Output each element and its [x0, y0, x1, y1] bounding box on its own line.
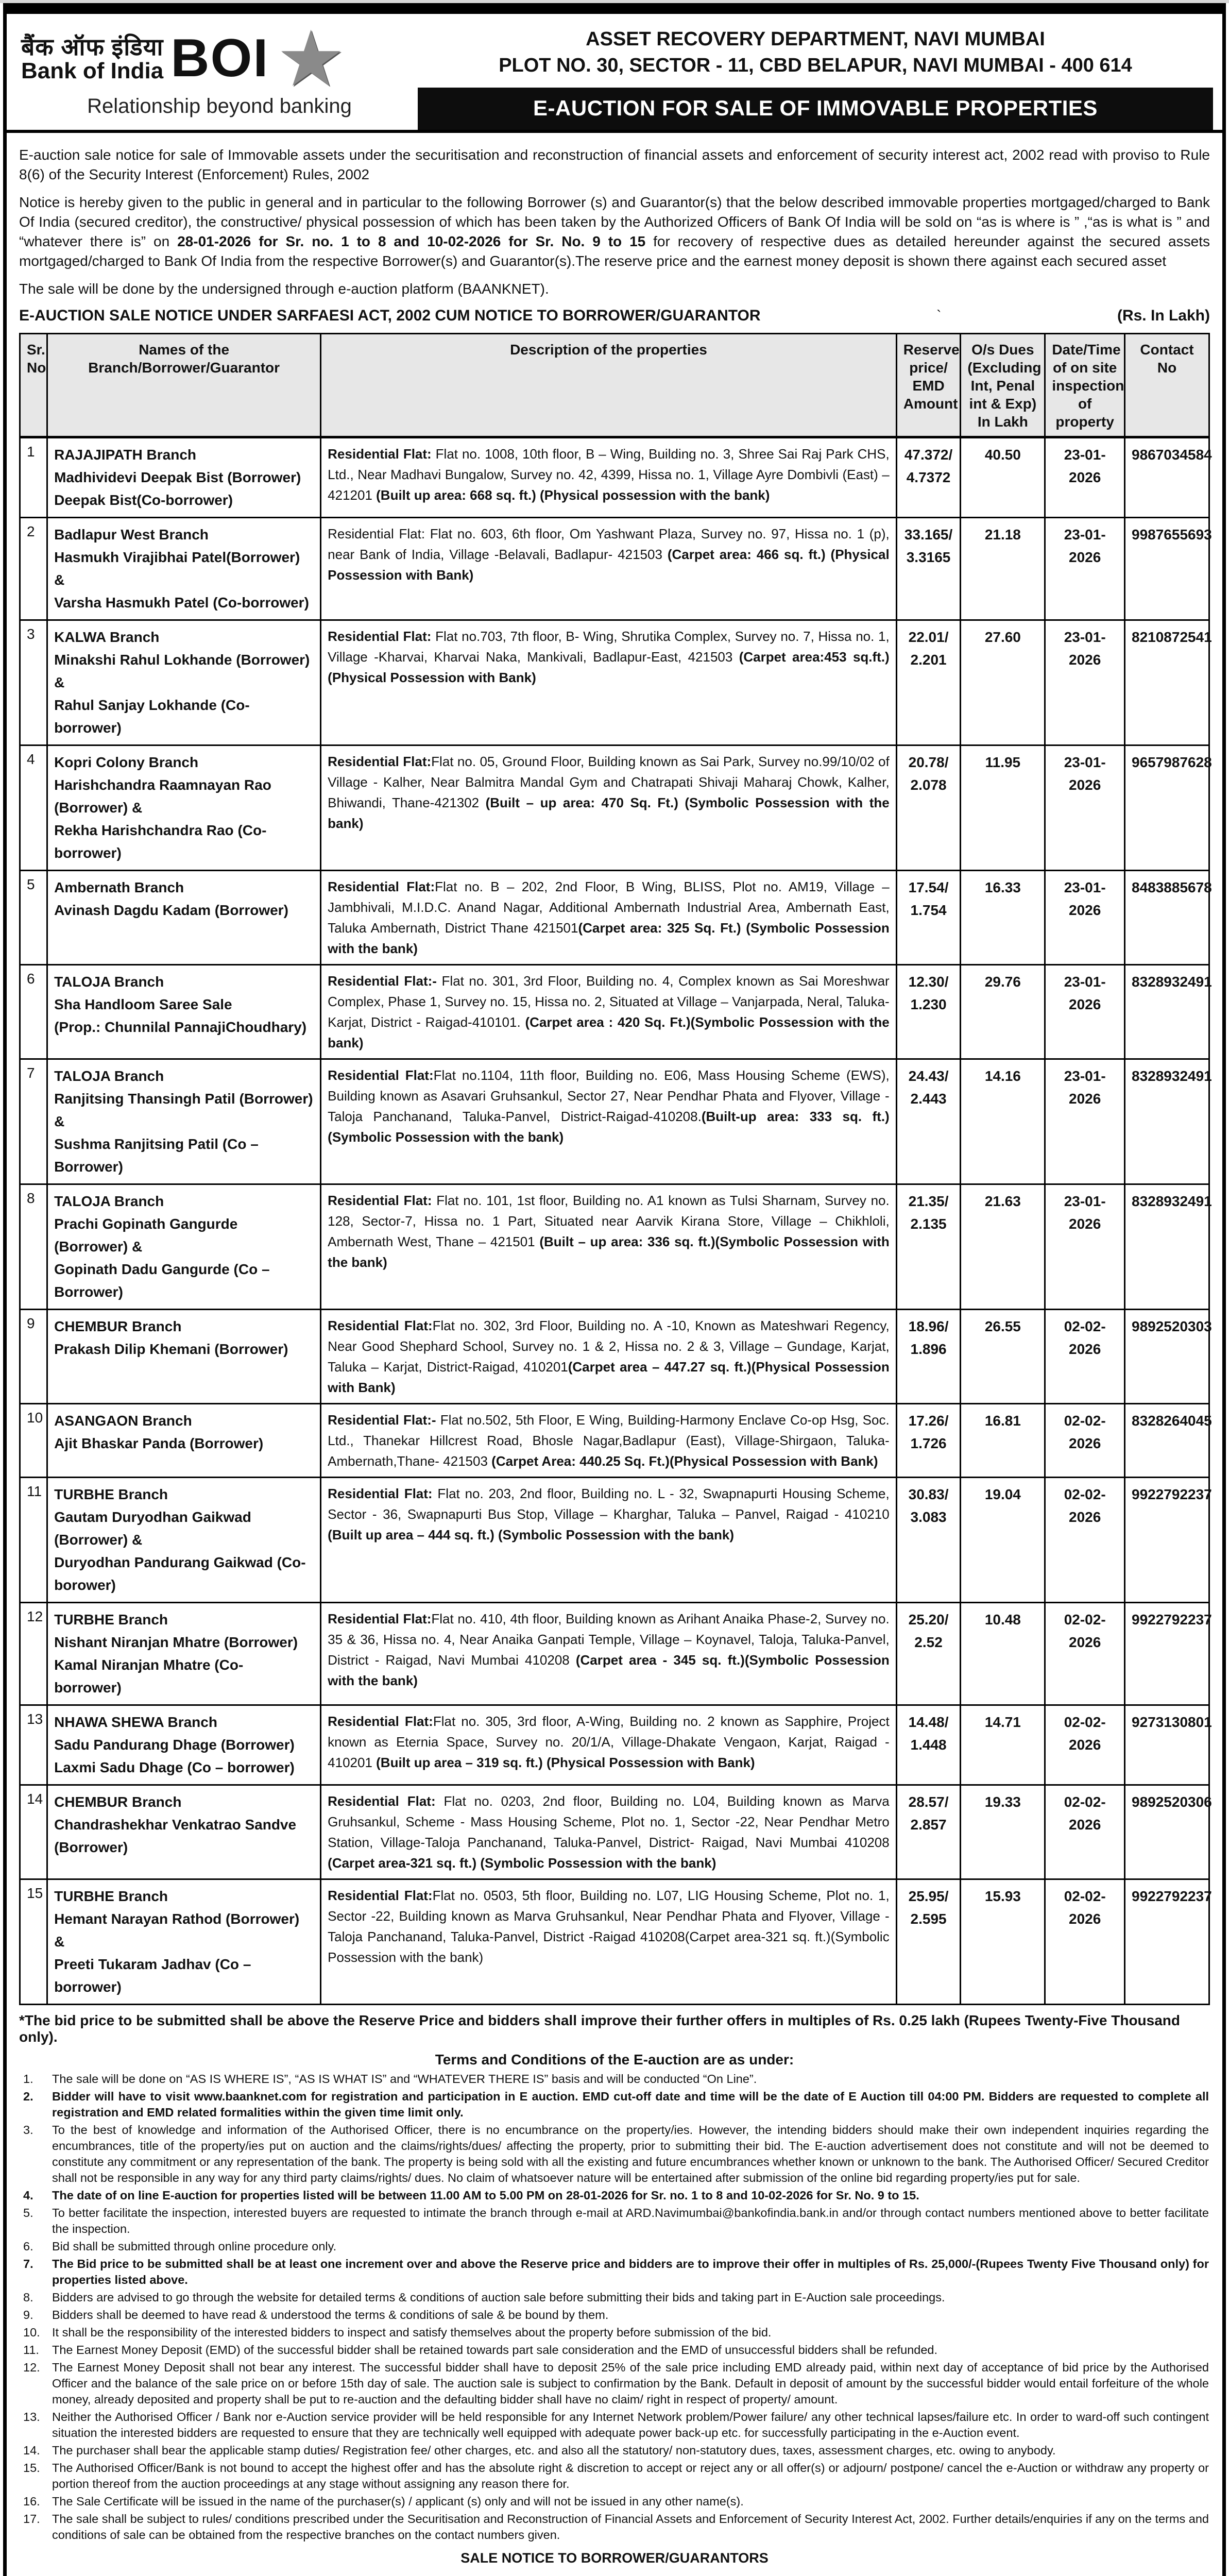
cell-reserve-emd [896, 1059, 961, 1184]
cell-inspection-date: 23-01-2026 [1045, 1059, 1125, 1184]
branch-borrower-line: TURBHE Branch [54, 1888, 168, 1904]
table-row [20, 517, 1209, 620]
description-tail: (Built-up area: 333 sq. ft.) (Symbolic Possession with the bank) [328, 1108, 890, 1145]
emd-amount: 1.448 [910, 1736, 947, 1753]
cell-property-description [321, 964, 897, 1059]
cell-property-description [321, 1602, 897, 1705]
department-line-1: ASSET RECOVERY DEPARTMENT, NAVI MUMBAI [586, 28, 1045, 50]
cell-sr-no: 9 [20, 1309, 47, 1403]
reserve-price: 33.165/ [904, 526, 953, 543]
cell-contact-no: 9987655693 [1125, 517, 1209, 620]
table-row [20, 437, 1209, 517]
description-lead: Residential Flat: [328, 1192, 432, 1208]
table-row [20, 964, 1209, 1059]
reserve-price: 18.96/ [908, 1318, 949, 1334]
table-row [20, 1705, 1209, 1785]
branch-borrower-line: Kopri Colony Branch [54, 754, 199, 770]
boi-star-icon: ★ [276, 15, 346, 102]
cell-property-description [321, 437, 897, 517]
terms-item: It shall be the responsibility of the interested bidders to inspect and satisfy themselves about the property before submission of the bid. [52, 2325, 772, 2339]
description-lead: Residential Flat: [328, 753, 432, 769]
cell-contact-no: 9922792237 [1125, 1879, 1209, 2004]
reserve-price: 21.35/ [908, 1193, 949, 1209]
branch-borrower-line: Gautam Duryodhan Gaikwad (Borrower) & [54, 1509, 251, 1548]
branch-borrower-line: KALWA Branch [54, 629, 160, 645]
cell-branch-borrower [47, 1705, 321, 1785]
branch-borrower-line: NHAWA SHEWA Branch [54, 1714, 217, 1730]
cell-outstanding-dues: 21.18 [961, 517, 1045, 620]
terms-item: Bidders shall be deemed to have read & understood the terms & conditions of sale & be bound by them. [52, 2308, 609, 2321]
branch-borrower-line: Minakshi Rahul Lokhande (Borrower) & [54, 651, 310, 690]
terms-item: The sale shall be subject to rules/ conditions prescribed under the Securitisation and Reconstruction of Financial Assets and Enforcement of Security Interest Act, 2002. Further details/enquiries if any on the terms and conditions of sale can be obtained from the respective branches on the contact numbers given. [52, 2512, 1209, 2541]
branch-borrower-line: Varsha Hasmukh Patel (Co-borrower) [54, 594, 309, 611]
cell-outstanding-dues: 14.71 [961, 1705, 1045, 1785]
description-tail: (Carpet Area: 440.25 Sq. Ft.)(Physical Possession with Bank) [491, 1453, 878, 1469]
cell-reserve-emd [896, 1879, 961, 2004]
reserve-price: 30.83/ [908, 1486, 949, 1502]
reserve-price: 25.95/ [908, 1888, 949, 1904]
cell-reserve-emd [896, 1602, 961, 1705]
description-mid: Flat no. 305, 3rd floor, A-Wing, Building no. 2 known as Sapphire, Project known as Eternia Space, Survey no. 20/1/A, Village-Dhakate Vengaon, Karjat, Raigad - 410201 [328, 1713, 890, 1770]
branch-borrower-line: Ranjitsing Thansingh Patil (Borrower) & [54, 1090, 313, 1129]
reserve-price: 14.48/ [908, 1714, 949, 1730]
table-row [20, 1879, 1209, 2004]
emd-amount: 3.3165 [906, 549, 951, 565]
branch-borrower-line: Sadu Pandurang Dhage (Borrower) [54, 1736, 295, 1753]
rs-in-lakh-label: (Rs. In Lakh) [1117, 307, 1210, 324]
description-tail: (Carpet area: 466 sq. ft.) (Physical Possession with Bank) [328, 546, 890, 583]
emd-amount: 1.726 [910, 1435, 947, 1451]
reserve-price: 28.57/ [908, 1793, 949, 1810]
description-lead: Residential Flat: [328, 1067, 434, 1083]
terms-item: Neither the Authorised Officer / Bank nor e-Auction service provider will be held responsible for any Internet Network problem/Power failure/ any other technical lapses/failure etc. In order to ward-off such contingent situation the interested bidders are requested to ensure that they are technically well equipped with adequate power back-up etc. for successfully participating in the e-Auction event. [52, 2410, 1209, 2439]
emd-amount: 2.857 [910, 1816, 947, 1833]
table-row [20, 1184, 1209, 1309]
branch-borrower-line: Laxmi Sadu Dhage (Co – borrower) [54, 1759, 295, 1775]
terms-item: The sale will be done on “AS IS WHERE IS”, “AS IS WHAT IS” and “WHATEVER THERE IS” basis and will be conducted “On Line”. [52, 2072, 757, 2086]
cell-inspection-date: 23-01-2026 [1045, 620, 1125, 745]
terms-item: Bid shall be submitted through online procedure only. [52, 2239, 337, 2253]
department-line-2: PLOT NO. 30, SECTOR - 11, CBD BELAPUR, NAVI MUMBAI - 400 614 [499, 55, 1132, 77]
cell-contact-no: 8328264045 [1125, 1403, 1209, 1477]
cell-property-description [321, 1059, 897, 1184]
cell-outstanding-dues: 16.33 [961, 870, 1045, 964]
intro-p2-text: Notice is hereby given to the public in general and in particular to the following Borrower (s) and Guarantor(s) that the below described immovable properties mortgaged/charged to Bank Of India (secured creditor), the constructive/ physical possession of which has been taken by the Authorized Officers of Bank Of India will be sold on “as is where is ” ,“as is what is ” and “whatever there is” on [19, 194, 1210, 249]
col-header-date: Date/Time of on site inspection of property [1045, 333, 1125, 437]
cell-sr-no: 3 [20, 620, 47, 745]
table-header-row [20, 333, 1209, 437]
terms-item: To better facilitate the inspection, interested buyers are requested to intimate the branch through e-mail at ARD.Navimumbai@bankofindia.bank.in and/or through contact numbers mentioned above to better facilitate the inspection. [52, 2206, 1209, 2235]
emd-amount: 4.7372 [906, 469, 951, 485]
emd-amount: 2.52 [914, 1634, 943, 1650]
branch-borrower-line: Hemant Narayan Rathod (Borrower) & [54, 1910, 300, 1950]
auction-notice-page [0, 3, 1229, 2576]
description-mid: Flat no. 0203, 2nd floor, Building no. L04, Building known as Marva Gruhsankul, Scheme - Mass Housing Scheme, Plot no. 1, Sector -22, Near Pendhar Metro Station, Village-Taloja Panchanand, Taluka-Panvel, District- Raigad, Navi Mumbai 410208 [328, 1793, 890, 1850]
cell-contact-no: 9892520306 [1125, 1785, 1209, 1879]
cell-inspection-date: 02-02-2026 [1045, 1602, 1125, 1705]
terms-item: The purchaser shall bear the applicable stamp duties/ Registration fee/ other charges, etc. and also all the statutory/ non-statutory dues, taxes, assessment charges, etc. owing to anybody. [52, 2443, 1056, 2457]
cell-contact-no: 9657987628 [1125, 745, 1209, 870]
description-mid: Flat no. 0503, 5th floor, Building no. L07, LIG Housing Scheme, Plot no. 1, Sector -22, Building known as Marva Gruhsankul, Near Pendhar Phata and Flyover, Village -Taloja Panchanand, Taluka-Panvel, District -Raigad 410208(Carpet area-321 sq. ft.)(Symbolic Possession with the bank) [328, 1887, 890, 1965]
description-mid: Flat no. 203, 2nd floor, Building no. L - 32, Swapnapurti Housing Scheme, Sector - 36, Swapnapurti Bus Stop, Village – Kharghar, Taluka – Panvel, Raigad - 410210 [328, 1485, 890, 1522]
table-row [20, 1785, 1209, 1879]
cell-sr-no: 6 [20, 964, 47, 1059]
col-header-reserve: Reserve price/ EMD Amount [896, 333, 961, 437]
cell-contact-no: 9922792237 [1125, 1602, 1209, 1705]
branch-borrower-line: Nishant Niranjan Mhatre (Borrower) [54, 1634, 298, 1650]
cell-outstanding-dues: 29.76 [961, 964, 1045, 1059]
reserve-price: 17.54/ [908, 879, 949, 895]
emd-amount: 2.201 [910, 651, 947, 668]
sarfaesi-heading: E-AUCTION SALE NOTICE UNDER SARFAESI ACT, 2002 CUM NOTICE TO BORROWER/GUARANTOR [19, 307, 761, 324]
cell-sr-no: 14 [20, 1785, 47, 1879]
cell-reserve-emd [896, 1785, 961, 1879]
cell-inspection-date: 02-02-2026 [1045, 1879, 1125, 2004]
cell-branch-borrower [47, 1879, 321, 2004]
branch-borrower-line: Avinash Dagdu Kadam (Borrower) [54, 902, 288, 918]
cell-sr-no: 13 [20, 1705, 47, 1785]
table-row [20, 1309, 1209, 1403]
reserve-price: 12.30/ [908, 973, 949, 990]
cell-contact-no: 8210872541 [1125, 620, 1209, 745]
table-row [20, 1477, 1209, 1602]
terms-item: Bidders are advised to go through the website for detailed terms & conditions of auction sale before submitting their bids and taking part in E-Auction sale proceedings. [52, 2290, 945, 2304]
branch-borrower-line: Duryodhan Pandurang Gaikwad (Co-borower) [54, 1554, 306, 1593]
logo-english-text: Bank of India [21, 58, 164, 83]
cell-inspection-date: 02-02-2026 [1045, 1309, 1125, 1403]
intro-paragraph-2 [19, 193, 1210, 271]
description-lead: Residential Flat: [328, 1713, 433, 1729]
emd-amount: 1.896 [910, 1341, 947, 1357]
branch-borrower-line: (Prop.: Chunnilal PannajiChoudhary) [54, 1019, 307, 1035]
cell-branch-borrower [47, 620, 321, 745]
terms-list [7, 2071, 1222, 2543]
branch-borrower-line: TURBHE Branch [54, 1486, 168, 1502]
description-mid: Flat no. 1008, 10th floor, B – Wing, Building no. 3, Shree Sai Raj Park CHS, Ltd., Near Madhavi Bungalow, Survey no. 42, 4399, Hissa no. 1, Village Ayre Dombivli (East) – 421201 [328, 446, 890, 503]
cell-property-description [321, 1785, 897, 1879]
description-lead: Residential Flat:- [328, 973, 437, 989]
branch-borrower-line: Madhividevi Deepak Bist (Borrower) [54, 469, 301, 485]
branch-borrower-line: Sushma Ranjitsing Patil (Co – Borrower) [54, 1136, 259, 1175]
bank-logo [16, 15, 418, 130]
cell-reserve-emd [896, 437, 961, 517]
cell-reserve-emd [896, 964, 961, 1059]
intro-paragraph-1: E-auction sale notice for sale of Immovable assets under the securitisation and reconstruction of financial assets and enforcement of security interest act, 2002 read with proviso to Rule 8(6) of the Security Interest (Enforcement) Rules, 2002 [19, 146, 1210, 182]
cell-outstanding-dues: 40.50 [961, 437, 1045, 517]
description-mid: Flat no. B – 202, 2nd Floor, B Wing, BLISS, Plot no. AM19, Village – Jambhivali, M.I.D.C. Anand Nagar, Additional Ambernath Industrial Area, Ambernath East, Taluka Ambernath, District Thane 421501 [328, 878, 890, 936]
branch-borrower-line: Ajit Bhaskar Panda (Borrower) [54, 1435, 264, 1451]
cell-outstanding-dues: 27.60 [961, 620, 1045, 745]
cell-contact-no: 9273130801 [1125, 1705, 1209, 1785]
cell-property-description [321, 517, 897, 620]
header [7, 14, 1222, 133]
col-header-description: Description of the properties [321, 333, 897, 437]
cell-contact-no: 9922792237 [1125, 1477, 1209, 1602]
cell-contact-no: 8328932491 [1125, 964, 1209, 1059]
cell-contact-no: 9867034584 [1125, 437, 1209, 517]
description-mid: Flat no. 301, 3rd Floor, Building no. 4, Complex known as Sai Moreshwar Complex, Phase 1, Survey no. 15, Hissa no. 2, Situated at Village – Vanjarpada, Neral, Taluka- Karjat, District - Raigad-410101. [328, 973, 890, 1030]
branch-borrower-line: Rahul Sanjay Lokhande (Co-borrower) [54, 697, 250, 736]
cell-contact-no: 8328932491 [1125, 1184, 1209, 1309]
description-lead: Residential Flat: [328, 446, 432, 462]
terms-item: The Bid price to be submitted shall be at least one increment over and above the Reserve price and bidders are to improve their offer in multiples of Rs. 25,000/-(Rupees Twenty Five Thousand only) for properties listed above. [52, 2257, 1209, 2286]
cell-outstanding-dues: 16.81 [961, 1403, 1045, 1477]
cell-reserve-emd [896, 1184, 961, 1309]
reserve-price: 25.20/ [908, 1611, 949, 1628]
cell-contact-no: 9892520303 [1125, 1309, 1209, 1403]
table-row [20, 1403, 1209, 1477]
terms-item: The Sale Certificate will be issued in the name of the purchaser(s) / applicant (s) only and will not be issued in any other name(s). [52, 2494, 744, 2508]
cell-inspection-date: 23-01-2026 [1045, 517, 1125, 620]
cell-branch-borrower [47, 870, 321, 964]
cell-sr-no: 11 [20, 1477, 47, 1602]
cell-sr-no: 8 [20, 1184, 47, 1309]
cell-outstanding-dues: 19.33 [961, 1785, 1045, 1879]
cell-inspection-date: 23-01-2026 [1045, 870, 1125, 964]
cell-property-description [321, 1705, 897, 1785]
description-lead: Residential Flat: [328, 1485, 433, 1501]
description-lead: Residential Flat: [328, 878, 435, 894]
cell-sr-no: 4 [20, 745, 47, 870]
cell-property-description [321, 745, 897, 870]
branch-borrower-line: ASANGAON Branch [54, 1412, 192, 1429]
cell-property-description [321, 1309, 897, 1403]
table-row [20, 870, 1209, 964]
branch-borrower-line: Chandrashekhar Venkatrao Sandve [54, 1816, 297, 1833]
emd-amount: 2.443 [910, 1090, 947, 1107]
description-lead: Residential Flat: [328, 628, 432, 644]
terms-item: The Earnest Money Deposit shall not bear any interest. The successful bidder shall have to deposit 25% of the sale price including EMD already paid, within next day of acceptance of bid price by the Authorised Officer and the balance of the sale price on or before 15th day of sale. The auction sale is subject to confirmation by the Bank. Default in deposit of amount by the successful bidder would entail forfeiture of the whole money, already deposited and property shall be put to re-auction and the defaulting bidder shall have no claim/ right in respect of property/ amount. [52, 2360, 1209, 2406]
cell-branch-borrower [47, 964, 321, 1059]
cell-outstanding-dues: 10.48 [961, 1602, 1045, 1705]
terms-item: The date of on line E-auction for properties listed will be between 11.00 AM to 5.00 PM on 28-01-2026 for Sr. no. 1 to 8 and 10-02-2026 for Sr. No. 9 to 15. [52, 2188, 919, 2202]
terms-item: The Earnest Money Deposit (EMD) of the successful bidder shall be retained towards part sale consideration and the EMD of unsuccessful bidders shall be refunded. [52, 2343, 938, 2357]
cell-inspection-date: 23-01-2026 [1045, 1184, 1125, 1309]
description-tail: (Built up area – 319 sq. ft.) (Physical Possession with Bank) [376, 1754, 755, 1770]
cell-inspection-date: 02-02-2026 [1045, 1477, 1125, 1602]
branch-borrower-line: RAJAJIPATH Branch [54, 446, 196, 463]
emd-amount: 2.135 [910, 1215, 947, 1232]
table-row [20, 620, 1209, 745]
description-mid: Flat no. 410, 4th floor, Building known as Arihant Anaika Phase-2, Survey no. 35 & 36, Hissa no. 4, Near Anaika Ganpati Temple, Village – Koynavel, Taloja, Taluka-Panvel, District - Raigad, Navi Mumbai 410208 [328, 1611, 890, 1668]
cell-property-description [321, 620, 897, 745]
cell-outstanding-dues: 26.55 [961, 1309, 1045, 1403]
description-mid: Flat no. 05, Ground Floor, Building known as Sai Park, Survey no.99/10/02 of Village - Kalher, Near Balmitra Mandal Gym and Chatrapati Shivaji Maharaj Chowk, Kalher, Bhiwandi, Thane-421302 [328, 753, 890, 810]
branch-borrower-line: CHEMBUR Branch [54, 1318, 182, 1334]
table-row [20, 1602, 1209, 1705]
description-tail: (Carpet area : 420 Sq. Ft.)(Symbolic Possession with the bank) [328, 1014, 890, 1050]
cell-sr-no: 12 [20, 1602, 47, 1705]
cell-property-description [321, 870, 897, 964]
cell-property-description [321, 1879, 897, 2004]
description-mid: Flat no.703, 7th floor, B- Wing, Shrutika Complex, Survey no. 7, Hissa no. 1, Village -Kharvai, Kharvai Naka, Mankivali, Badlapur-East, 421503 [328, 628, 890, 665]
description-tail: (Carpet area: 325 Sq. Ft.) (Symbolic Possession with the bank) [328, 920, 890, 956]
cell-inspection-date: 02-02-2026 [1045, 1403, 1125, 1477]
description-tail: (Built – up area: 336 sq. ft.)(Symbolic Possession with the bank) [328, 1233, 890, 1270]
cell-sr-no: 2 [20, 517, 47, 620]
cell-sr-no: 5 [20, 870, 47, 964]
cell-outstanding-dues: 19.04 [961, 1477, 1045, 1602]
cell-inspection-date: 23-01-2026 [1045, 745, 1125, 870]
intro-p2-dates: 28-01-2026 for Sr. no. 1 to 8 and 10-02-2026 for Sr. No. 9 to 15 [177, 233, 646, 249]
cell-inspection-date: 02-02-2026 [1045, 1705, 1125, 1785]
description-tail: (Built up area – 444 sq. ft.) (Symbolic Possession with the bank) [328, 1527, 734, 1543]
terms-item: To the best of knowledge and information of the Authorised Officer, there is no encumbrance on the property/ies. However, the intending bidders should make their own independent inquiries regarding the encumbrances, title of the property/ies put on auction and the claims/rights/dues/ affecting the property, prior to submitting their bid. The E-auction advertisement does not constitute and will not be deemed to constitute any commitment or any representation of the bank. The property is being sold with all the existing and future encumbrances whether known or unknown to the bank. The Authorised Officer/ Secured Creditor shall not be responsible in any way for any third party claims/rights/ dues. No claim of whatsoever nature will be entertained after submission of the online bid regarding property/ies put for sale. [52, 2123, 1209, 2184]
intro-section [7, 133, 1222, 333]
cell-reserve-emd [896, 517, 961, 620]
cell-inspection-date: 23-01-2026 [1045, 437, 1125, 517]
cell-outstanding-dues: 15.93 [961, 1879, 1045, 2004]
terms-item: Bidder will have to visit www.baanknet.com for registration and participation in E auction. EMD cut-off date and time will be the date of E Auction till 04:00 PM. Bidders are requested to complete all registration and EMD related formalities within the given time limit only. [52, 2089, 1209, 2119]
branch-borrower-line: Harishchandra Raamnayan Rao (Borrower) & [54, 776, 271, 816]
col-header-sr: Sr. No [20, 333, 47, 437]
col-header-names: Names of the Branch/Borrower/Guarantor [47, 333, 321, 437]
top-black-bar [7, 7, 1222, 14]
description-mid: Residential Flat: Flat no. 603, 6th floor, Om Yashwant Plaza, Survey no. 97, Hissa no. 1 (p), near Bank of India, Village -Belavali, Badlapur- 421503 [328, 526, 890, 562]
bid-increment-note: *The bid price to be submitted shall be above the Reserve Price and bidders shall improve their further offers in multiples of Rs. 0.25 lakh (Rupees Twenty-Five Thousand only). [19, 2012, 1180, 2045]
reserve-price: 22.01/ [908, 629, 949, 645]
emd-amount: 2.595 [910, 1910, 947, 1927]
property-table-wrap [7, 333, 1222, 2005]
branch-borrower-line: Deepak Bist(Co-borrower) [54, 492, 233, 508]
cell-branch-borrower [47, 1477, 321, 1602]
description-lead: Residential Flat: [328, 1793, 436, 1809]
cell-reserve-emd [896, 1309, 961, 1403]
reserve-price: 47.372/ [904, 446, 953, 463]
emd-amount: 1.230 [910, 996, 947, 1012]
emd-amount: 1.754 [910, 902, 947, 918]
cell-outstanding-dues: 21.63 [961, 1184, 1045, 1309]
stray-tick-mark: ` [936, 307, 942, 324]
branch-borrower-line: Kamal Niranjan Mhatre (Co- borrower) [54, 1656, 244, 1696]
branch-borrower-line: Gopinath Dadu Gangurde (Co – Borrower) [54, 1261, 270, 1300]
cell-branch-borrower [47, 1309, 321, 1403]
cell-branch-borrower [47, 745, 321, 870]
logo-tagline: Relationship beyond banking [87, 94, 352, 117]
emd-amount: 3.083 [910, 1509, 947, 1525]
cell-property-description [321, 1184, 897, 1309]
branch-borrower-line: TURBHE Branch [54, 1611, 168, 1628]
branch-borrower-line: Preeti Tukaram Jadhav (Co – borrower) [54, 1956, 251, 1995]
property-table [19, 333, 1210, 2005]
cell-sr-no: 1 [20, 437, 47, 517]
branch-borrower-line: TALOJA Branch [54, 1067, 164, 1084]
description-mid: Flat no.502, 5th Floor, E Wing, Building-Harmony Enclave Co-op Hsg, Soc. Ltd., Thanekar Hillcrest Road, Bhosle Nagar,Badlapur (East), Village-Shirgaon, Taluka-Ambernath,Thane- 421503 [328, 1412, 890, 1469]
cell-property-description [321, 1403, 897, 1477]
terms-heading: Terms and Conditions of the E-auction are as under: [435, 2051, 794, 2067]
cell-reserve-emd [896, 1403, 961, 1477]
description-mid: Flat no. 302, 3rd Floor, Building no. A -10, Known as Mateshwari Regency, Near Good Shephard School, Survey no. 1 & 2, Hissa no. 2 & 3, Village – Gundage, Karjat, Taluka – Karjat, District-Raigad, 410201 [328, 1317, 890, 1375]
cell-branch-borrower [47, 517, 321, 620]
description-tail: (Carpet area – 447.27 sq. ft.)(Physical Possession with Bank) [328, 1359, 890, 1395]
branch-borrower-line: Rekha Harishchandra Rao (Co-borrower) [54, 822, 267, 861]
intro-paragraph-3: The sale will be done by the undersigned through e-auction platform (BAANKNET). [19, 280, 549, 297]
cell-outstanding-dues: 14.16 [961, 1059, 1045, 1184]
property-table-body [20, 437, 1212, 2004]
emd-amount: 2.078 [910, 776, 947, 793]
table-row [20, 1059, 1209, 1184]
reserve-price: 24.43/ [908, 1067, 949, 1084]
branch-borrower-line: TALOJA Branch [54, 973, 164, 990]
cell-contact-no: 8328932491 [1125, 1059, 1209, 1184]
cell-branch-borrower [47, 1059, 321, 1184]
cell-branch-borrower [47, 1403, 321, 1477]
branch-borrower-line: CHEMBUR Branch [54, 1793, 182, 1810]
description-lead: Residential Flat: [328, 1611, 432, 1626]
cell-branch-borrower [47, 1602, 321, 1705]
reserve-price: 20.78/ [908, 754, 949, 770]
table-row [20, 745, 1209, 870]
branch-borrower-line: (Borrower) [54, 1839, 128, 1855]
description-tail: (Built – up area: 470 Sq. Ft.) (Symbolic Possession with the bank) [328, 794, 890, 831]
branch-borrower-line: Badlapur West Branch [54, 526, 209, 543]
cell-outstanding-dues: 11.95 [961, 745, 1045, 870]
description-mid: Flat no.1104, 11th floor, Building no. E06, Mass Housing Scheme (EWS), Building known as Asavari Gruhsankul, Sector 27, Near Pendhar Phata and Flyover, Village - Taloja Panchanand, Taluka-Panvel, District-Raigad-410208. [328, 1067, 890, 1124]
description-lead: Residential Flat: [328, 1317, 433, 1333]
cell-reserve-emd [896, 745, 961, 870]
cell-sr-no: 10 [20, 1403, 47, 1477]
logo-hindi-text: बैंक ऑफ इंडिया [21, 33, 164, 60]
branch-borrower-line: TALOJA Branch [54, 1193, 164, 1209]
branch-borrower-line: Sha Handloom Saree Sale [54, 996, 232, 1012]
cell-inspection-date: 02-02-2026 [1045, 1785, 1125, 1879]
cell-reserve-emd [896, 1477, 961, 1602]
cell-reserve-emd [896, 620, 961, 745]
description-lead: Residential Flat: [328, 1887, 433, 1903]
branch-borrower-line: Hasmukh Virajibhai Patel(Borrower) & [54, 549, 300, 588]
cell-sr-no: 7 [20, 1059, 47, 1184]
eauction-banner: E-AUCTION FOR SALE OF IMMOVABLE PROPERTIES [418, 88, 1213, 130]
description-tail: (Built up area: 668 sq. ft.) (Physical possession with the bank) [376, 487, 770, 503]
description-tail: (Carpet area - 345 sq. ft.)(Symbolic Possession with the bank) [328, 1652, 890, 1688]
description-lead: Residential Flat:- [328, 1412, 436, 1428]
cell-branch-borrower [47, 1184, 321, 1309]
branch-borrower-line: Prakash Dilip Khemani (Borrower) [54, 1341, 288, 1357]
description-tail: (Carpet area-321 sq. ft.) (Symbolic Possession with the bank) [328, 1855, 716, 1871]
cell-reserve-emd [896, 870, 961, 964]
cell-sr-no: 15 [20, 1879, 47, 2004]
col-header-dues: O/s Dues (Excluding Int, Penal int & Exp) In Lakh [961, 333, 1045, 437]
cell-contact-no: 8483885678 [1125, 870, 1209, 964]
cell-branch-borrower [47, 1785, 321, 1879]
terms-item: The Authorised Officer/Bank is not bound to accept the highest offer and has the absolute right & discretion to accept or reject any or all offer(s) or adjourn/ postpone/ cancel the e-Auction or withdraw any property or portion thereof from the auction proceedings at any stage without assigning any reason there for. [52, 2461, 1209, 2490]
sale-notice-heading: SALE NOTICE TO BORROWER/GUARANTORS [460, 2550, 769, 2566]
description-mid: Flat no. 101, 1st floor, Building no. A1 known as Tulsi Sharnam, Survey no. 128, Sector-7, Hissa no. 1 Part, Situated near Aarvik Kirana Store, Village – Chikhloli, Ambernath West, Thane – 421501 [328, 1192, 890, 1249]
reserve-price: 17.26/ [908, 1412, 949, 1429]
cell-branch-borrower [47, 437, 321, 517]
logo-boi-text: BOI [170, 28, 269, 88]
col-header-contact: Contact No [1125, 333, 1209, 437]
cell-property-description [321, 1477, 897, 1602]
cell-inspection-date: 23-01-2026 [1045, 964, 1125, 1059]
branch-borrower-line: Prachi Gopinath Gangurde (Borrower) & [54, 1215, 238, 1255]
branch-borrower-line: Ambernath Branch [54, 879, 184, 895]
intro-p2-text-cont: for recovery of respective dues as detailed hereunder against the secured assets mortgaged/charged to Bank Of India from the respective Borrower(s) and Guarantor(s).The reserve price and the earnest money deposit is shown there against each secured asset [19, 233, 1210, 269]
cell-reserve-emd [896, 1705, 961, 1785]
description-tail: (Carpet area:453 sq.ft.)(Physical Possession with Bank) [328, 649, 890, 685]
